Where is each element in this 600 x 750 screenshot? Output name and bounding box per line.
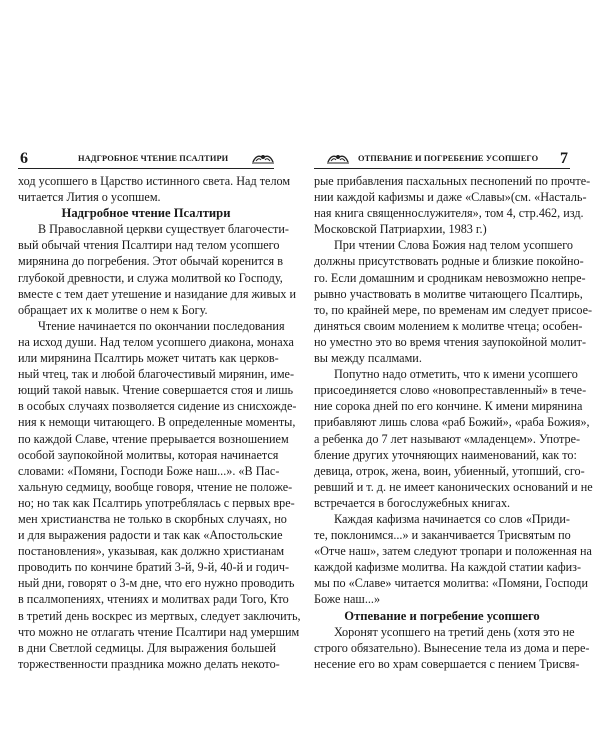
running-title: ОТПЕВАНИЕ И ПОГРЕБЕНИЕ УСОПШЕГО — [358, 154, 539, 163]
text-line: присоединяется слово «новопреставленный» в тече- — [314, 383, 587, 398]
text-line: Боже наш...» — [314, 592, 381, 607]
text-line: особой заупокойной молитвы, которая начинается — [18, 447, 279, 462]
text-line: в особых случаях позволяется сидение из снисхожде- — [18, 399, 297, 414]
text-line: то, по крайней мере, по временам им следует присое- — [314, 302, 593, 317]
text-line: или мирянина Псалтирь может читать как церков- — [18, 351, 279, 366]
text-line: торжественности праздника можно делать некото- — [18, 656, 280, 671]
text-line: должны присутствовать родные и близкие покойно- — [314, 254, 584, 269]
text-line: ная книга священнослужителя», том 4, стр.462, изд. — [314, 206, 584, 221]
text-line: но; но так как Псалтирь употреблялась с первых вре- — [18, 495, 295, 510]
text-line: девица, отрок, жена, воин, убиенный, утопший, сго- — [314, 463, 585, 478]
text-line: «Отче наш», затем следуют тропари и положенная на — [314, 544, 592, 559]
page-body — [314, 173, 593, 672]
text-line: хальную седмицу, вообще говоря, чтение не положе- — [18, 479, 293, 494]
text-line: рые прибавления пасхальных песнопений по прочте- — [314, 174, 591, 188]
text-line: и для выражения радости и так как «Апостольские — [18, 528, 283, 543]
text-line: ния к немощи читающего. В определенные моменты, — [18, 415, 296, 430]
section-heading: Отпевание и погребение усопшего — [344, 608, 540, 623]
page-number: 6 — [20, 150, 28, 167]
text-line: мирянина до погребения. Этот обычай коренится в — [18, 254, 283, 269]
text-line: бление других уточняющих наименований, как то: — [314, 447, 577, 462]
text-line: а ребенка до 7 лет называют «младенцем». Употре- — [314, 431, 581, 446]
text-line: обращает их к молитве о нем к Богу. — [18, 302, 208, 317]
text-line: встречается в богослужебных книгах. — [314, 495, 511, 510]
text-line: В Православной церкви существует благочести- — [38, 222, 289, 237]
text-line: мен христианства не только в скорбных случаях, но — [18, 511, 287, 526]
text-line: ние сорока дней по его кончине. К имени мирянина — [314, 399, 583, 414]
left-page — [18, 150, 301, 671]
text-line: нии каждой кафизмы и даже «Славы»(см. «Насталь- — [314, 190, 587, 205]
text-line: в псалмопениях, чтениях и молитвах ради Того, Кто — [18, 592, 289, 607]
text-line: проводить по кончине братий 3-й, 9-й, 40-й и годич- — [18, 560, 290, 575]
text-line: в дни Светлой седмицы. Для выражения большей — [18, 640, 277, 655]
text-line: рывно участвовать в молитве читающего Псалтирь, — [314, 286, 583, 301]
text-line: строго обязательно). Вынесение тела из дома и пере- — [314, 640, 590, 655]
page-header — [18, 150, 274, 169]
text-line: несение его во храм совершается с пением Трисвя- — [314, 656, 580, 671]
page-body — [18, 173, 301, 672]
text-line: диняться своим молением к молитве чтеца; особен- — [314, 318, 583, 333]
text-line: При чтении Слова Божия над телом усопшего — [334, 238, 574, 253]
text-line: ход усопшего в Царство истинного света. Над телом — [18, 174, 291, 188]
text-line: прибавляют лишь слова «раб Божий», «раба Божия», — [314, 415, 590, 430]
text-line: го. Если домашним и сродникам невозможно непре- — [314, 270, 586, 285]
text-line: Хоронят усопшего на третий день (хотя это не — [334, 624, 575, 639]
text-line: ный дни, говорят о 3-м дне, что его нужно проводить — [18, 576, 295, 591]
section-heading: Надгробное чтение Псалтири — [61, 206, 231, 221]
text-line: что можно не отлагать чтение Псалтири над умершим — [18, 624, 300, 639]
text-line: на исход души. Над телом усопшего диакона, монаха — [18, 334, 294, 349]
text-line: по каждой Славе, чтение прерывается возношением — [18, 431, 289, 446]
text-line: каждой кафизме молитва. На каждой статии кафиз- — [314, 560, 581, 575]
text-line: Каждая кафизма начинается со слов «Приди- — [334, 511, 570, 526]
text-line: вместе с тем дает утешение и назидание для живых и — [18, 286, 297, 301]
text-line: словами: «Помяни, Господи Боже наш...». «В Пас- — [18, 463, 280, 478]
text-line: Московской Патриархии, 1983 г.) — [314, 222, 487, 237]
page-header — [314, 150, 570, 169]
text-line: ревший и т. д. не имеет канонических оснований и не — [314, 479, 593, 494]
text-line: постановления», указывая, как должно христианам — [18, 544, 285, 559]
text-line: мы по «Славе» читается молитва: «Помяни, Господи — [314, 576, 589, 591]
text-line: те, поклонимся...» и заканчивается Трисвятым по — [314, 528, 571, 543]
page-number: 7 — [560, 150, 568, 167]
running-title: НАДГРОБНОЕ ЧТЕНИЕ ПСАЛТИРИ — [78, 154, 229, 163]
floral-ornament-icon — [251, 152, 275, 164]
right-page — [314, 150, 593, 671]
text-line: но уместно это во время чтения заупокойной молит- — [314, 334, 587, 349]
floral-ornament-icon — [326, 152, 350, 164]
text-line: Чтение начинается по окончании последования — [38, 318, 285, 333]
text-line: ный чтец, так и любой благочестивый мирянин, име- — [18, 367, 295, 382]
text-line: вы между псалмами. — [314, 351, 422, 366]
text-line: глубокой древности, и служа молитвой ко Господу, — [18, 270, 283, 285]
text-line: Попутно надо отметить, что к имени усопшего — [334, 367, 578, 382]
text-line: читается Лития о усопшем. — [18, 190, 161, 205]
text-line: ющий такой навык. Чтение совершается стоя и лишь — [18, 383, 294, 398]
text-line: в третий день воскрес из мертвых, следует заключить, — [18, 608, 301, 623]
text-line: вый обычай чтения Псалтири над телом усопшего — [18, 238, 280, 253]
